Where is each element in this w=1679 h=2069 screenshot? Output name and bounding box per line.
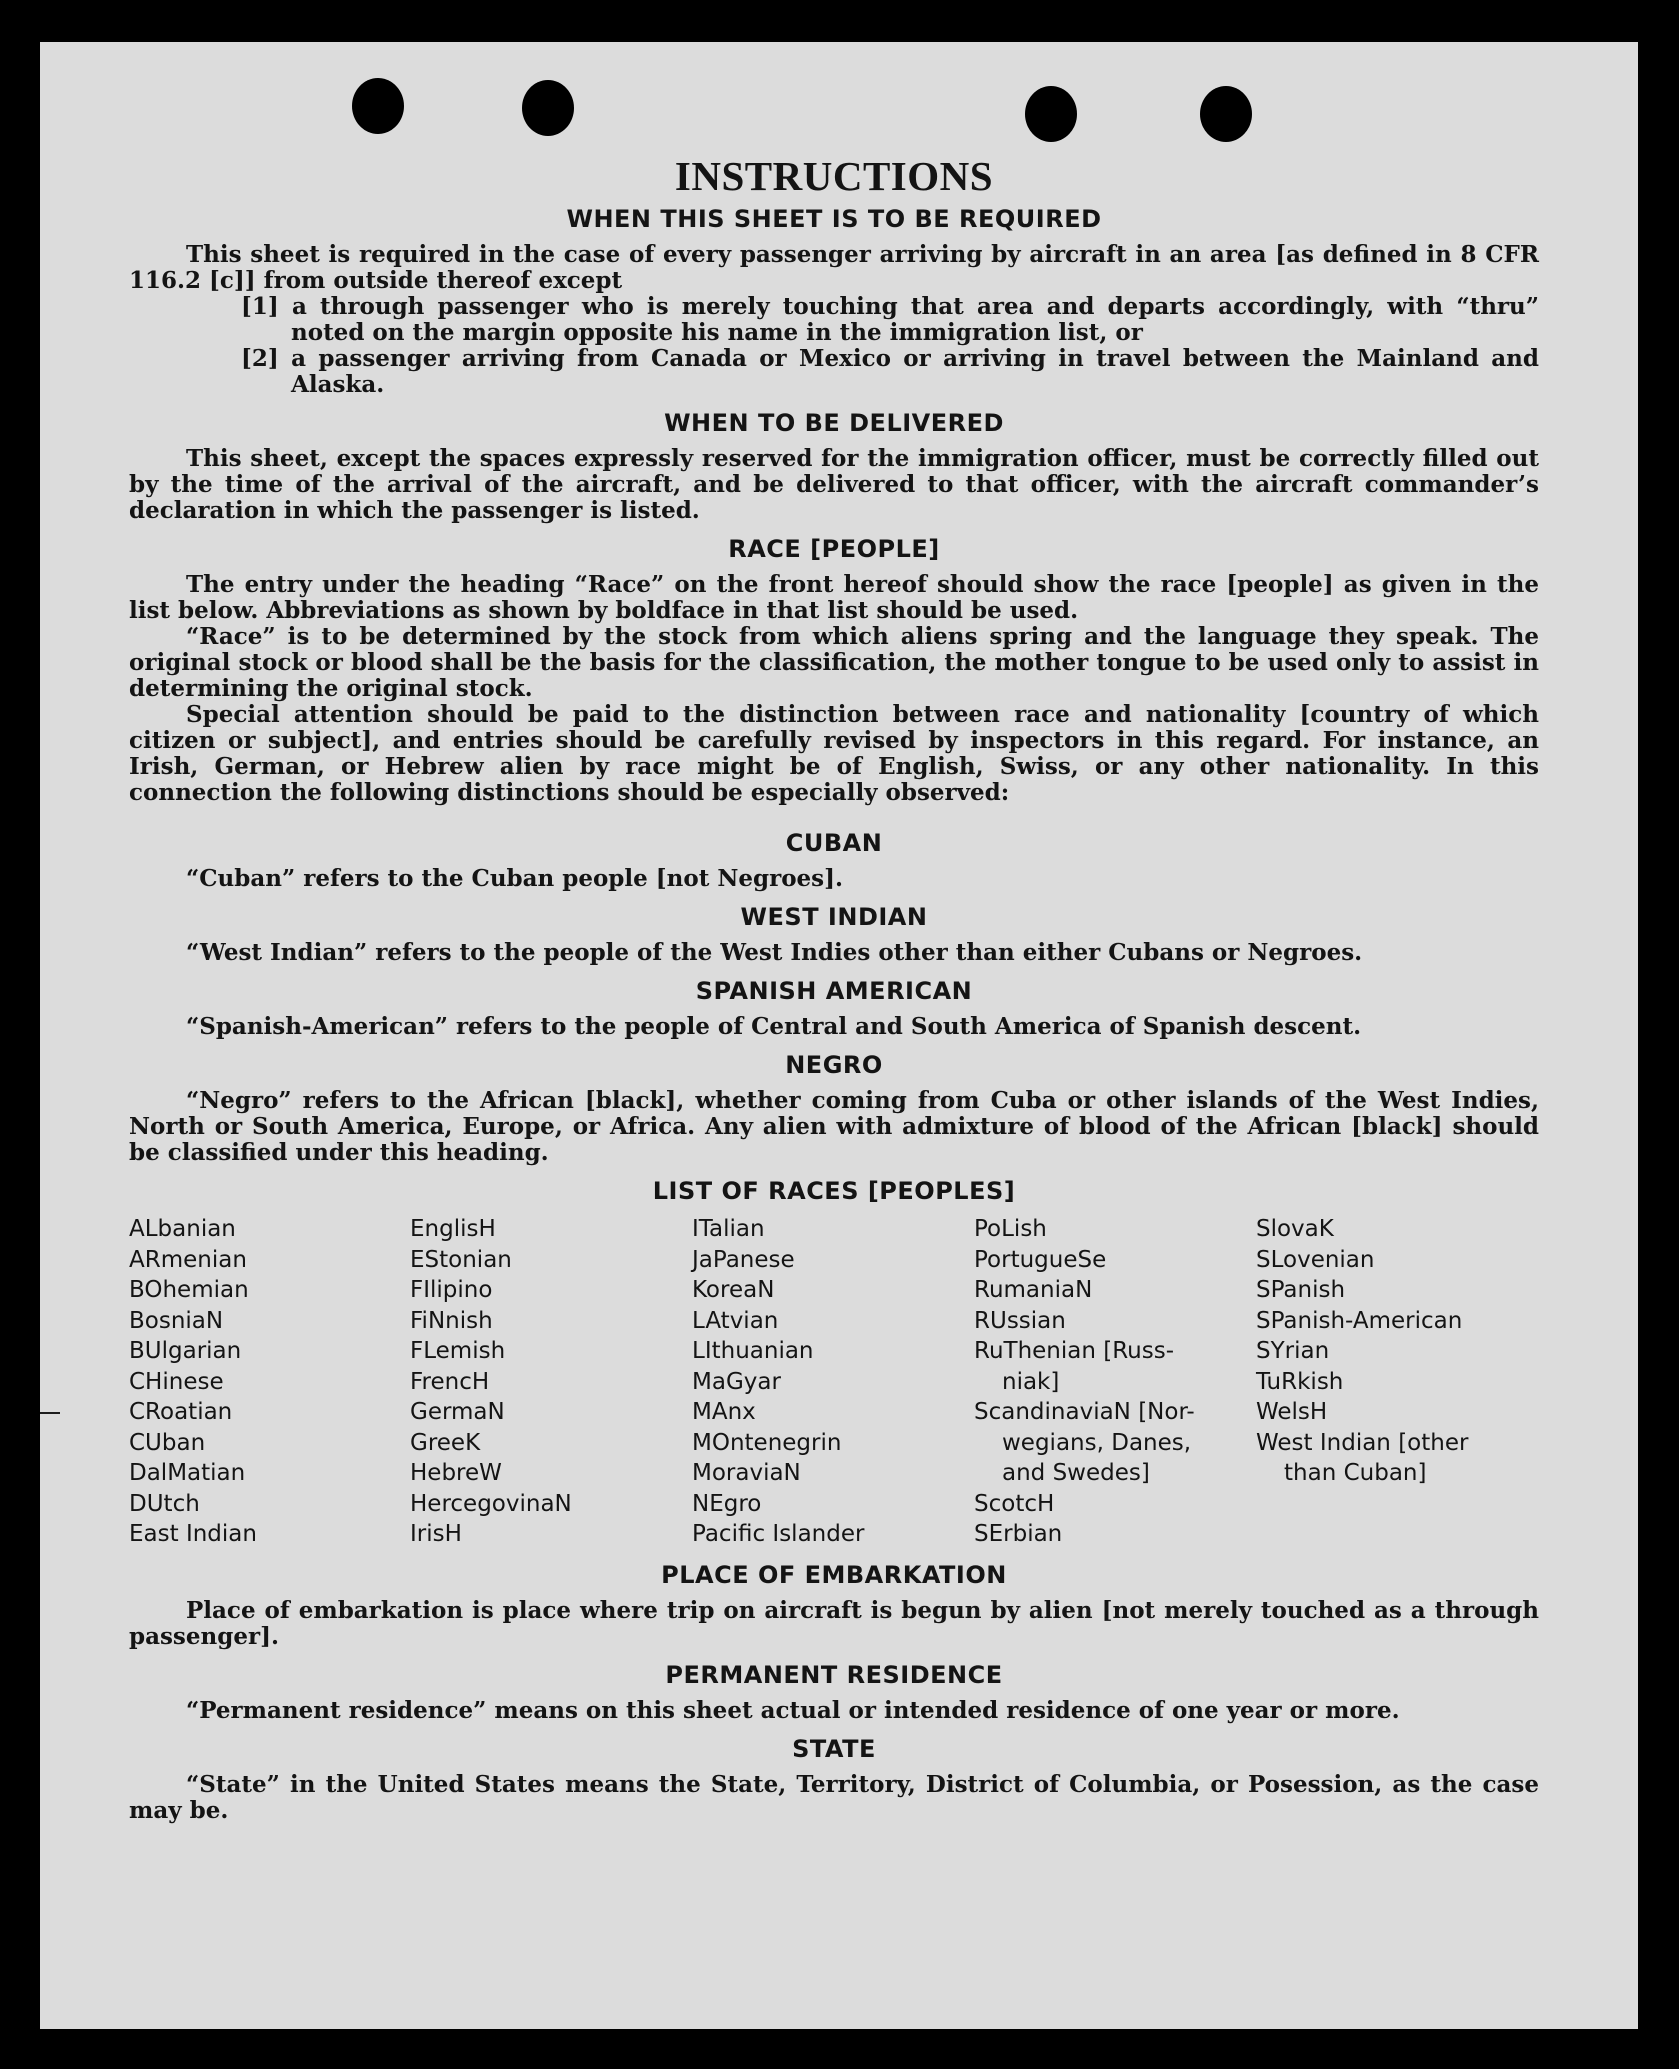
race-entry: ALbanian <box>129 1216 236 1242</box>
exception-item: [2] a passenger arriving from Canada or Mexico or arriving in travel between the Mainland and Alaska. <box>241 345 1539 398</box>
race-entry: niak] <box>1002 1368 1060 1395</box>
when-delivered-text: This sheet, except the spaces expressly reserved for the immigration officer, must be correctly filled out by the time of the arrival of the aircraft, and be delivered to that officer, with the aircraft commander’s declaration in which the passenger is listed. <box>129 445 1539 524</box>
race-entry: NEgro <box>692 1490 762 1517</box>
race-entry: RUssian <box>974 1307 1066 1334</box>
exception-item: [1] a through passenger who is merely touching that area and departs accordingly, with “thru” noted on the margin opposite his name in the immigration list, or <box>241 293 1539 346</box>
race-entry: FrencH <box>410 1368 490 1395</box>
race-entry: ARmenian <box>129 1246 247 1273</box>
race-entry: SYrian <box>1256 1338 1330 1364</box>
place-of-embarkation-text: Place of embarkation is place where trip on aircraft is begun by alien [not merely touched as a through passenger]. <box>129 1596 1539 1650</box>
race-entry: HebreW <box>410 1460 502 1486</box>
race-entry: HercegovinaN <box>410 1490 572 1517</box>
race-entry: JaPanese <box>692 1246 795 1273</box>
race-entry: LAtvian <box>692 1307 779 1334</box>
race-entry: MAnx <box>692 1399 756 1425</box>
race-entry: wegians, Danes, <box>1002 1429 1192 1456</box>
cuban-text: “Cuban” refers to the Cuban people [not Negroes]. <box>186 865 844 892</box>
margin-mark <box>40 1412 60 1414</box>
race-entry: CUban <box>129 1429 206 1456</box>
race-entry: BosniaN <box>129 1307 224 1334</box>
races-column <box>974 1214 1256 1550</box>
permanent-residence-text: “Permanent residence” means on this sheet actual or intended residence of one year or more. <box>186 1696 1400 1724</box>
races-column <box>129 1214 410 1550</box>
race-entry: SlovaK <box>1256 1216 1334 1242</box>
race-entry: SPanish-American <box>1256 1307 1463 1334</box>
race-entry: FLemish <box>410 1338 506 1364</box>
race-entry: SErbian <box>974 1521 1063 1547</box>
race-entry: GreeK <box>410 1429 481 1456</box>
race-entry: East Indian <box>129 1521 257 1547</box>
punch-hole <box>1025 86 1077 142</box>
race-entry: MOntenegrin <box>692 1429 842 1456</box>
spacer <box>129 806 1539 818</box>
race-entry: West Indian [other <box>1256 1429 1469 1456</box>
punch-hole <box>1200 86 1252 142</box>
race-entry: LIthuanian <box>692 1338 814 1364</box>
section-heading-place-of-embarkation: PLACE OF EMBARKATION <box>661 1560 1007 1589</box>
race-paragraph: Special attention should be paid to the distinction between race and nationality [country of which citizen or subject], and entries should be carefully revised by inspectors in this regard. For instance, an Irish, German, or Hebrew alien by race might be of English, Swiss, or any other nationality. In this connection the following distinctions should be especially observed: <box>129 701 1539 806</box>
section-heading-spanish-american: SPANISH AMERICAN <box>695 977 973 1005</box>
when-required-text: This sheet is required in the case of every passenger arriving by aircraft in an area [as defined in 8 CFR 116.2 [c]] from outside thereof except <box>129 241 1539 294</box>
punch-hole <box>352 78 404 134</box>
punch-hole <box>522 80 574 136</box>
race-entry: RumaniaN <box>974 1277 1093 1303</box>
race-entry: EStonian <box>410 1246 512 1273</box>
race-entry: ScandinaviaN [Nor- <box>974 1399 1195 1425</box>
west-indian-text: “West Indian” refers to the people of the West Indies other than either Cubans or Negroes. <box>186 939 1363 966</box>
race-entry: and Swedes] <box>1002 1460 1150 1486</box>
instructions-content <box>129 152 1539 1824</box>
section-heading-cuban: CUBAN <box>785 829 883 857</box>
races-column <box>692 1214 974 1550</box>
race-entry: PoLish <box>974 1216 1047 1242</box>
race-entry: ScotcH <box>974 1490 1055 1517</box>
negro-text: “Negro” refers to the African [black], whether coming from Cuba or other islands of the West Indies, North or South America, Europe, or Africa. Any alien with admixture of blood of the African [black] should be classified under this heading. <box>129 1087 1539 1166</box>
race-entry: TuRkish <box>1256 1368 1344 1395</box>
spanish-american-text: “Spanish-American” refers to the people of Central and South America of Spanish descent. <box>186 1013 1362 1040</box>
race-entry: BOhemian <box>129 1277 249 1303</box>
race-entry: GermaN <box>410 1399 505 1425</box>
race-entry: SLovenian <box>1256 1246 1375 1273</box>
race-entry: Pacific Islander <box>692 1521 865 1547</box>
race-entry: SPanish <box>1256 1277 1346 1303</box>
section-heading-negro: NEGRO <box>785 1051 883 1079</box>
race-paragraph: “Race” is to be determined by the stock from which aliens spring and the language they speak. The original stock or blood shall be the basis for the classification, the mother tongue to be used only to assist in determining the original stock. <box>129 623 1539 702</box>
races-list <box>129 1214 1539 1550</box>
race-entry: MoraviaN <box>692 1460 801 1486</box>
race-entry: FIlipino <box>410 1277 493 1303</box>
race-entry: CHinese <box>129 1368 224 1395</box>
race-entry: PortugueSe <box>974 1246 1107 1273</box>
page-title: INSTRUCTIONS <box>674 153 994 199</box>
section-heading-state: STATE <box>792 1734 876 1763</box>
section-heading-when-delivered: WHEN TO BE DELIVERED <box>664 409 1004 437</box>
race-entry: KoreaN <box>692 1277 775 1303</box>
race-entry: than Cuban] <box>1284 1460 1427 1486</box>
race-entry: MaGyar <box>692 1368 781 1395</box>
race-entry: DUtch <box>129 1490 200 1517</box>
race-entry: EnglisH <box>410 1216 496 1242</box>
section-heading-permanent-residence: PERMANENT RESIDENCE <box>665 1660 1003 1689</box>
section-heading-list-of-races: LIST OF RACES [PEOPLES] <box>652 1177 1016 1205</box>
section-heading-when-required: WHEN THIS SHEET IS TO BE REQUIRED <box>566 205 1102 233</box>
race-entry: BUlgarian <box>129 1338 242 1364</box>
race-entry: RuThenian [Russ- <box>974 1338 1175 1364</box>
race-entry: FiNnish <box>410 1307 493 1334</box>
races-column <box>1256 1214 1539 1550</box>
race-entry: CRoatian <box>129 1399 233 1425</box>
document-page <box>40 42 1638 2029</box>
section-heading-west-indian: WEST INDIAN <box>740 903 928 931</box>
state-text: “State” in the United States means the State, Territory, District of Columbia, or Posession, as the case may be. <box>129 1770 1539 1824</box>
race-entry: DalMatian <box>129 1460 246 1486</box>
race-paragraph: The entry under the heading “Race” on the front hereof should show the race [people] as given in the list below. Abbreviations as shown by boldface in that list should be used. <box>129 571 1539 624</box>
section-heading-race: RACE [PEOPLE] <box>728 535 940 563</box>
races-column <box>410 1214 692 1550</box>
race-entry: WelsH <box>1256 1399 1328 1425</box>
race-entry: IrisH <box>410 1521 462 1547</box>
race-entry: ITalian <box>692 1216 765 1242</box>
